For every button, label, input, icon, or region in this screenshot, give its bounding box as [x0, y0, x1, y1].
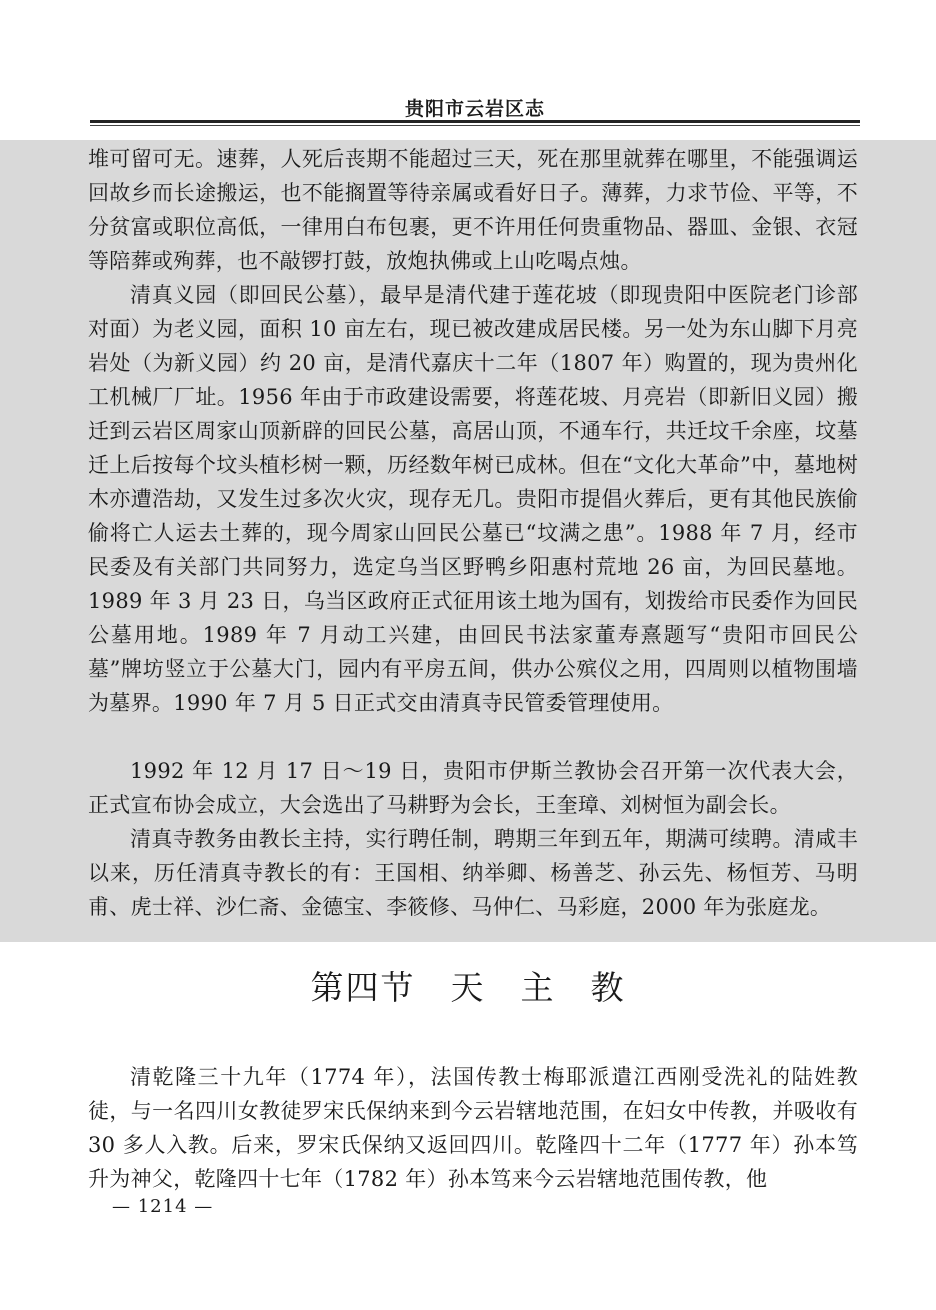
running-header [90, 90, 860, 130]
header-rule-thick [90, 120, 860, 123]
book-title: 贵阳市云岩区志 [404, 98, 545, 120]
paragraph-islamic-association: 1992 年 12 月 17 日～19 日，贵阳市伊斯兰教协会召开第一次代表大会，正式宣布协会成立，大会选出了马耕野为会长，王奎璋、刘树恒为副会长。 [88, 759, 858, 817]
section-heading: 第四节 天 主 教 [310, 968, 626, 1007]
header-rule-thin [90, 125, 860, 126]
paragraph-imam-list: 清真寺教务由教长主持，实行聘任制，聘期三年到五年，期满可续聘。清咸丰以来，历任清真寺教长的有：王国相、纳举卿、杨善芝、孙云先、杨恒芳、马明甫、虎士祥、沙仁斋、金德宝、李筱修、马仲仁、马彩庭，2000 年为张庭龙。 [88, 827, 858, 919]
paragraph-burial-customs: 堆可留可无。速葬，人死后丧期不能超过三天，死在那里就葬在哪里，不能强调运回故乡而长途搬运，也不能搁置等待亲属或看好日子。薄葬，力求节俭、平等，不分贫富或职位高低，一律用白布包裹，更不许用任何贵重物品、器皿、金银、衣冠等陪葬或殉葬，也不敲锣打鼓，放炮执佛或上山吃喝点烛。 [88, 147, 858, 273]
paragraph-catholic-history: 清乾隆三十九年（1774 年），法国传教士梅耶派遣江西刚受洗礼的陆姓教徒，与一名四川女教徒罗宋氏保纳来到今云岩辖地范围，在妇女中传教，并吸收有 30 多人入教。后来，罗宋氏保纳又返回四川。乾隆四十二年（1777 年）孙本笃升为神父，乾隆四十七年（1782 年）孙本笃来今云岩辖地范围传教，他 [88, 1065, 858, 1191]
paragraph-cemetery-history: 清真义园（即回民公墓），最早是清代建于莲花坡（即现贵阳中医院老门诊部对面）为老义园，面积 10 亩左右，现已被改建成居民楼。另一处为东山脚下月亮岩处（为新义园）约 20 亩，是清代嘉庆十二年（1807 年）购置的，现为贵州化工机械厂厂址。1956 年由于市政建设需要，将莲花坡、月亮岩（即新旧义园）搬迁到云岩区周家山顶新辟的回民公墓，高居山顶，不通车行，共迁坟千余座，坟墓迁上后按每个坟头植杉树一颗，历经数年树已成林。但在“文化大革命”中，墓地树木亦遭浩劫，又发生过多次火灾，现存无几。贵阳市提倡火葬后，更有其他民族偷偷将亡人运去土葬的，现今周家山回民公墓已“坟满之患”。1988 年 7 月，经市民委及有关部门共同努力，选定乌当区野鸭乡阳惠村荒地 26 亩，为回民墓地。1989 年 3 月 23 日，乌当区政府正式征用该土地为国有，划拨给市民委作为回民公墓用地。1989 年 7 月动工兴建，由回民书法家董寿熹题写“贵阳市回民公墓”牌坊竖立于公墓大门，园内有平房五间，供办公殡仪之用，四周则以植物围墙为墓界。1990 年 7 月 5 日正式交由清真寺民管委管理使用。 [88, 283, 858, 715]
page-number: — 1214 — [112, 1196, 214, 1217]
